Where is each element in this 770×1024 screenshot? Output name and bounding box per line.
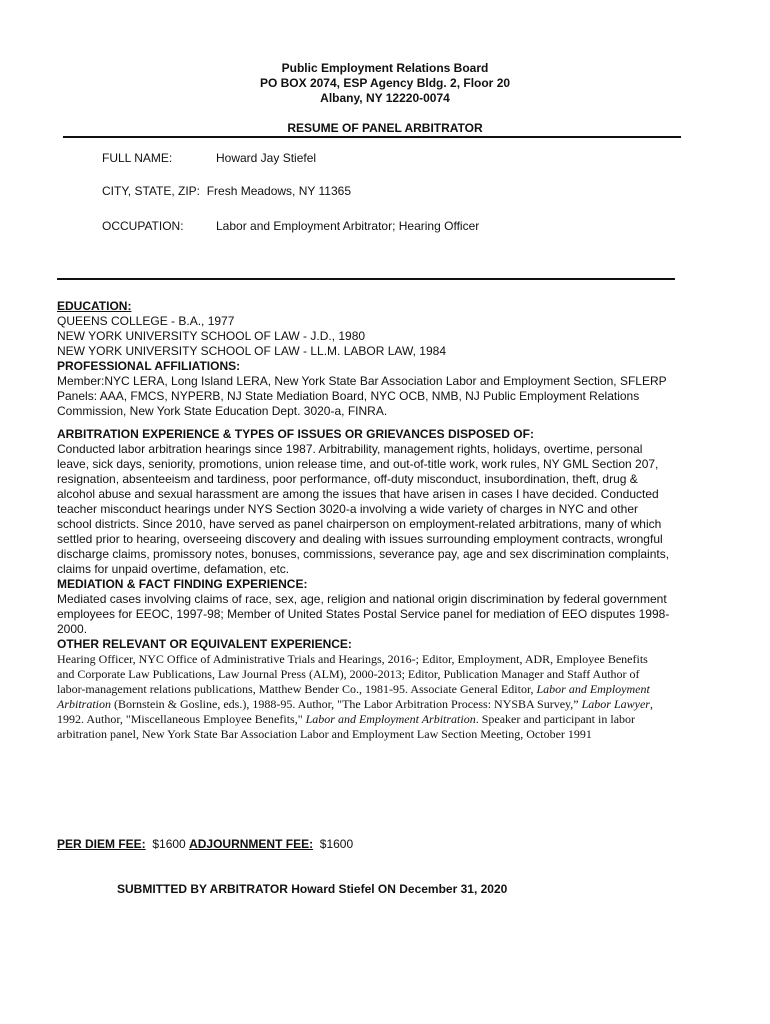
fees-row	[57, 837, 705, 852]
arbitration-line: school districts. Since 2010, have served as panel chairperson on employment-related arbitrations, many of which	[57, 517, 662, 531]
full-name-label: FULL NAME:	[102, 151, 173, 165]
arbitration-line: teacher misconduct hearings under NYS Section 3020-a involving a wide variety of charges in NYC and other	[57, 502, 638, 516]
adjournment-fee-label: ADJOURNMENT FEE:	[189, 837, 314, 851]
occupation-value: Labor and Employment Arbitrator; Hearing Officer	[216, 219, 480, 233]
publication-title: Labor Lawyer	[581, 697, 650, 711]
mediation-heading: MEDIATION & FACT FINDING EXPERIENCE:	[57, 577, 308, 591]
other-line: and Corporate Law Publications, Law Journal Press (ALM), 2000-2013; Editor, Publication Manager and Staff Author of	[57, 667, 640, 681]
occupation-label: OCCUPATION:	[102, 219, 184, 233]
publication-title: Labor and Employment Arbitration	[305, 712, 476, 726]
other-text: . Speaker and participant in labor	[475, 712, 636, 726]
arbitration-line: resignation, absenteeism and tardiness, poor performance, off-duty misconduct, insubordination, theft, drug &	[57, 472, 638, 486]
mediation-line: Mediated cases involving claims of race, sex, age, religion and national origin discrimination by federal government	[57, 592, 667, 606]
education-item: NEW YORK UNIVERSITY SCHOOL OF LAW - J.D., 1980	[57, 329, 366, 343]
education-heading: EDUCATION:	[57, 299, 132, 313]
fields-divider	[57, 278, 675, 280]
other-line	[57, 697, 705, 712]
submission-statement: SUBMITTED BY ARBITRATOR Howard Stiefel ON December 31, 2020	[117, 882, 508, 896]
full-name-row	[102, 151, 316, 166]
mediation-line: employees for EEOC, 1997-98; Member of United States Postal Service panel for mediation of EEO disputes 1998-	[57, 607, 670, 621]
resume-body	[57, 299, 705, 742]
affiliations-heading: PROFESSIONAL AFFILIATIONS:	[57, 359, 241, 373]
title-divider	[63, 136, 681, 138]
city-value: Fresh Meadows, NY 11365	[206, 184, 351, 198]
mediation-line: 2000.	[57, 622, 88, 636]
agency-name: Public Employment Relations Board	[281, 61, 489, 75]
per-diem-fee-label: PER DIEM FEE:	[57, 837, 146, 851]
adjournment-fee-value: $1600	[319, 837, 354, 851]
arbitration-line: leave, sick days, seniority, promotions, union release time, and out-of-title work, work rules, NY GML Section 207,	[57, 457, 659, 471]
agency-address: PO BOX 2074, ESP Agency Bldg. 2, Floor 20	[259, 76, 511, 90]
other-experience-heading: OTHER RELEVANT OR EQUIVALENT EXPERIENCE:	[57, 637, 352, 651]
full-name-value: Howard Jay Stiefel	[216, 151, 317, 165]
education-item: NEW YORK UNIVERSITY SCHOOL OF LAW - LL.M. LABOR LAW, 1984	[57, 344, 446, 358]
education-item: QUEENS COLLEGE - B.A., 1977	[57, 314, 235, 328]
agency-city: Albany, NY 12220-0074	[320, 91, 450, 105]
other-text: ,	[649, 697, 653, 711]
arbitration-line: Conducted labor arbitration hearings since 1987. Arbitrability, management rights, holidays, overtime, personal	[57, 442, 643, 456]
other-experience-text	[57, 652, 705, 742]
other-line	[57, 682, 705, 697]
publication-title: Labor and Employment	[536, 682, 650, 696]
other-line: arbitration panel, New York State Bar Association Labor and Employment Law Section Meeting, October 1991	[57, 727, 592, 741]
per-diem-fee-value: $1600	[152, 837, 186, 851]
affiliations-line: Member:NYC LERA, Long Island LERA, New York State Bar Association Labor and Employment Section, SFLERP	[57, 374, 667, 388]
other-text: 1992. Author, "Miscellaneous Employee Benefits,"	[57, 712, 306, 726]
occupation-row	[102, 219, 479, 234]
arbitration-line: settled prior to hearing, overseeing discovery and dealing with issues surrounding employment contracts, wrongful	[57, 532, 663, 546]
arbitration-line: alcohol abuse and sexual harassment are among the issues that have arisen in cases I have decided. Conducted	[57, 487, 659, 501]
affiliations-line: Commission, New York State Education Dept. 3020-a, FINRA.	[57, 404, 388, 418]
arbitration-line: claims for unpaid overtime, defamation, etc.	[57, 562, 290, 576]
arbitration-heading: ARBITRATION EXPERIENCE & TYPES OF ISSUES OR GRIEVANCES DISPOSED OF:	[57, 427, 534, 441]
document-title: RESUME OF PANEL ARBITRATOR	[287, 121, 483, 135]
city-row	[102, 184, 351, 199]
other-line: Hearing Officer, NYC Office of Administrative Trials and Hearings, 2016-; Editor, Employment, ADR, Employee Benefits	[57, 652, 648, 666]
other-text: (Bornstein & Gosline, eds.), 1988-95. Author, "The Labor Arbitration Process: NYSBA Survey,”	[111, 697, 582, 711]
publication-title: Arbitration	[57, 697, 112, 711]
other-line	[57, 712, 705, 727]
arbitration-line: discharge claims, promissory notes, bonuses, commissions, severance pay, age and sex discrimination complaints,	[57, 547, 670, 561]
affiliations-line: Panels: AAA, FMCS, NYPERB, NJ State Mediation Board, NYC OCB, NMB, NJ Public Employment Relations	[57, 389, 640, 403]
other-text: labor-management relations publications, Matthew Bender Co., 1981-95. Associate General Editor,	[57, 682, 537, 696]
city-label: CITY, STATE, ZIP:	[102, 184, 201, 198]
